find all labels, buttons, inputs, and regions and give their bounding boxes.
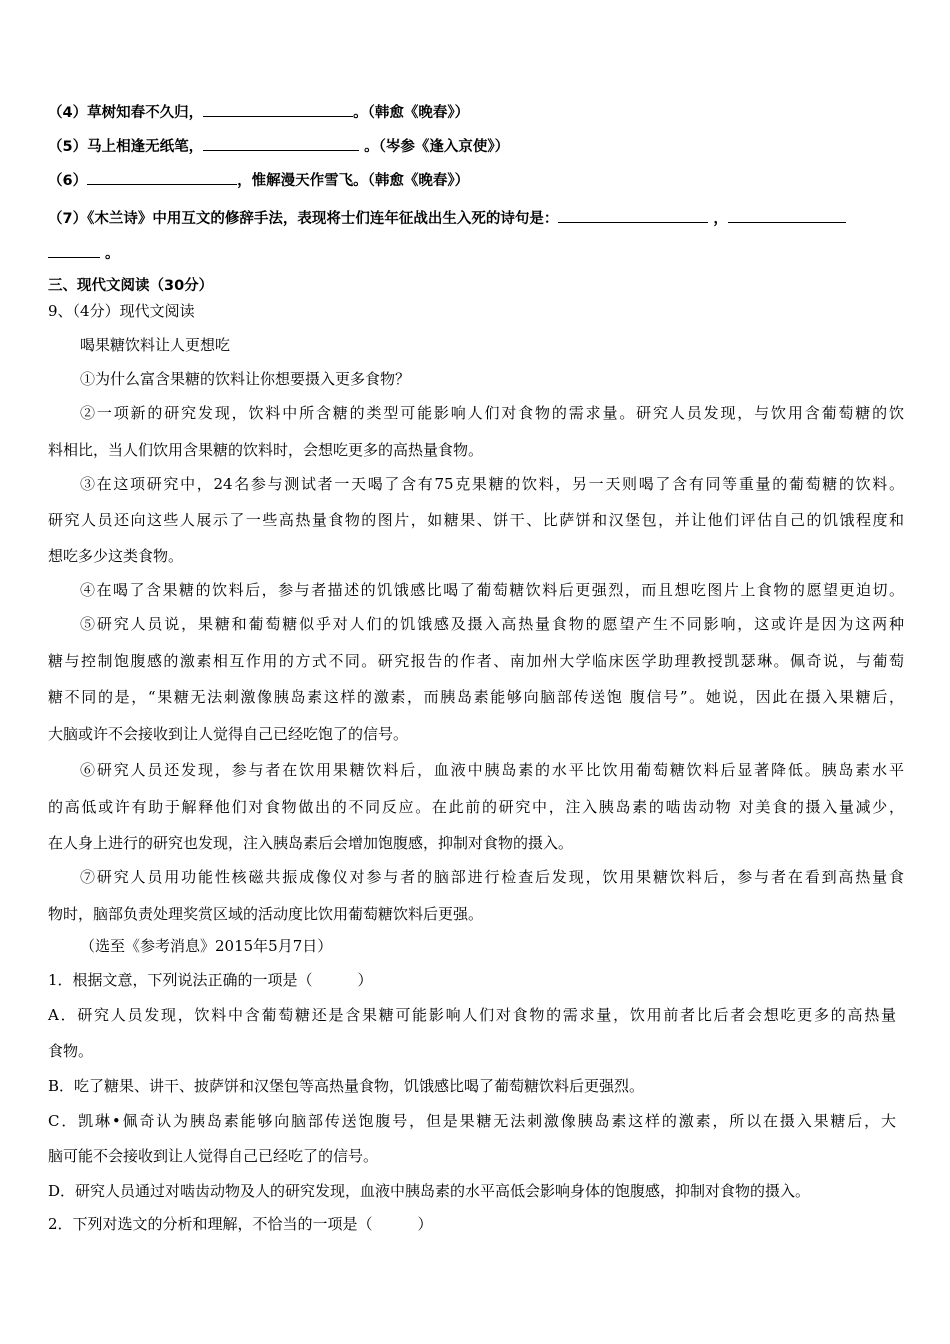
poem-q5 bbox=[48, 136, 509, 157]
poem-q4-suffix: 。（韩愈《晚春》） bbox=[353, 105, 470, 121]
paragraph-2-line-2: 料相比，当人们饮用含果糖的饮料时，会想吃更多的高热量食物。 bbox=[48, 441, 484, 459]
paragraph-6-line-1: ⑥研究人员还发现，参与者在饮用果糖饮料后，血液中胰岛素的水平比饮用葡萄糖饮料后显著降低。胰岛素水平 bbox=[80, 761, 904, 779]
question-1-stem: 1．根据文意，下列说法正确的一项是（ ） bbox=[48, 971, 373, 989]
question-1-option-a-line-1[interactable]: A．研究人员发现，饮料中含葡萄糖还是含果糖可能影响人们对食物的需求量，饮用前者比后者会想吃更多的高热量 bbox=[48, 1006, 896, 1024]
passage-title: 喝果糖饮料让人更想吃 bbox=[80, 336, 231, 354]
paragraph-4: ④在喝了含果糖的饮料后，参与者描述的饥饿感比喝了葡萄糖饮料后更强烈，而且想吃图片上食物的愿望更迫切。 bbox=[80, 581, 904, 599]
poem-q4 bbox=[48, 102, 469, 123]
paragraph-5-line-1: ⑤研究人员说，果糖和葡萄糖似乎对人们的饥饿感及摄入高热量食物的愿望产生不同影响，这或许是因为这两种 bbox=[80, 615, 904, 633]
poem-q7-suffix: 。 bbox=[100, 246, 120, 262]
poem-q6 bbox=[48, 170, 469, 191]
paragraph-6-line-2: 的高低或许有助于解释他们对食物做出的不同反应。在此前的研究中，注入胰岛素的啮齿动物 对美食的摄入量减少， bbox=[48, 798, 904, 816]
answer-blank-q7a[interactable] bbox=[558, 208, 708, 223]
paragraph-1: ①为什么富含果糖的饮料让你想要摄入更多食物？ bbox=[80, 370, 411, 388]
question-1-option-c-line-2[interactable]: 脑可能不会接收到让人觉得自己已经吃了的信号。 bbox=[48, 1147, 379, 1165]
answer-blank-q5[interactable] bbox=[203, 136, 359, 151]
poem-q5-prefix: （5）马上相逢无纸笔， bbox=[48, 139, 204, 155]
poem-q7 bbox=[48, 208, 846, 229]
question-header: 9、（4分）现代文阅读 bbox=[48, 302, 195, 320]
poem-q4-prefix: （4）草树知春不久归， bbox=[48, 105, 204, 121]
source-citation: （选至《参考消息》2015年5月7日） bbox=[80, 937, 333, 955]
paragraph-7-line-2: 物时，脑部负责处理奖赏区域的活动度比饮用葡萄糖饮料后更强。 bbox=[48, 905, 484, 923]
question-1-option-b[interactable]: B．吃了糖果、讲干、披萨饼和汉堡包等高热量食物，饥饿感比喝了葡萄糖饮料后更强烈。 bbox=[48, 1077, 645, 1095]
paragraph-5-line-4: 大脑或许不会接收到让人觉得自己已经吃饱了的信号。 bbox=[48, 725, 409, 743]
question-1-option-d[interactable]: D．研究人员通过对啮齿动物及人的研究发现，血液中胰岛素的水平高低会影响身体的饱腹感，抑制对食物的摄入。 bbox=[48, 1182, 811, 1200]
paragraph-3-line-3: 想吃多少这类食物。 bbox=[48, 547, 184, 565]
paragraph-3-line-2: 研究人员还向这些人展示了一些高热量食物的图片，如糖果、饼干、比萨饼和汉堡包，并让他们评估自己的饥饿程度和 bbox=[48, 511, 904, 529]
answer-blank-q4[interactable] bbox=[203, 102, 353, 117]
paragraph-7-line-1: ⑦研究人员用功能性核磁共振成像仪对参与者的脑部进行检查后发现，饮用果糖饮料后，参与者在看到高热量食 bbox=[80, 868, 904, 886]
poem-q7-prefix: （7）《木兰诗》中用互文的修辞手法，表现将士们连年征战出生入死的诗句是： bbox=[48, 211, 559, 227]
paragraph-3-line-1: ③在这项研究中，24名参与测试者一天喝了含有75克果糖的饮料，另一天则喝了含有同等重量的葡萄糖的饮料。 bbox=[80, 475, 904, 493]
paragraph-2-line-1: ②一项新的研究发现，饮料中所含糖的类型可能影响人们对食物的需求量。研究人员发现，与饮用含葡萄糖的饮 bbox=[80, 404, 904, 422]
paragraph-5-line-2: 糖与控制饱腹感的激素相互作用的方式不同。研究报告的作者、南加州大学临床医学助理教授凯瑟琳。佩奇说，与葡萄 bbox=[48, 652, 904, 670]
poem-q7-continued bbox=[48, 243, 120, 264]
answer-blank-q7c[interactable] bbox=[48, 243, 100, 258]
paragraph-5-line-3: 糖不同的是，“果糖无法刺激像胰岛素这样的激素，而胰岛素能够向脑部传送饱 腹信号”。她说，因此在摄入果糖后， bbox=[48, 688, 904, 706]
section-heading: 三、现代文阅读（30分） bbox=[48, 278, 214, 294]
question-1-option-c-line-1[interactable]: C．凯琳•佩奇认为胰岛素能够向脑部传送饱腹号，但是果糖无法刺激像胰岛素这样的激素，所以在摄入果糖后，大 bbox=[48, 1112, 896, 1130]
question-1-option-a-line-2[interactable]: 食物。 bbox=[48, 1042, 94, 1060]
answer-blank-q6[interactable] bbox=[87, 170, 237, 185]
poem-q6-suffix: ，惟解漫天作雪飞。（韩愈《晚春》） bbox=[237, 173, 470, 189]
question-2-stem: 2．下列对选文的分析和理解，不恰当的一项是（ ） bbox=[48, 1215, 433, 1233]
poem-q6-prefix: （6） bbox=[48, 173, 88, 189]
poem-q5-suffix: 。（岑参《逢入京使》） bbox=[359, 139, 510, 155]
answer-blank-q7b[interactable] bbox=[728, 208, 846, 223]
paragraph-6-line-3: 在人身上进行的研究也发现，注入胰岛素后会增加饱腹感，抑制对食物的摄入。 bbox=[48, 834, 574, 852]
poem-q7-separator: ， bbox=[708, 211, 728, 227]
